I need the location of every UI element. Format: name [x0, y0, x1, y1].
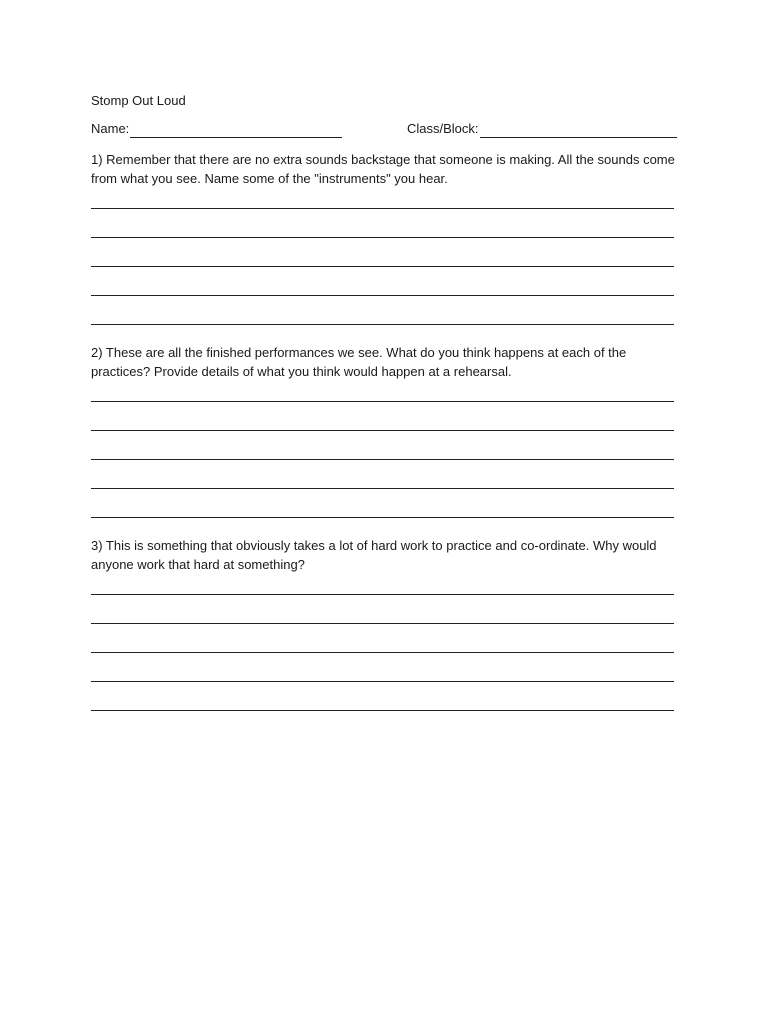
- question-3: [91, 536, 676, 574]
- answer-line[interactable]: [91, 517, 674, 518]
- worksheet-title: Stomp Out Loud: [91, 93, 186, 108]
- answer-line[interactable]: [91, 208, 674, 209]
- answer-line[interactable]: [91, 652, 674, 653]
- name-field: [91, 120, 342, 138]
- answer-line[interactable]: [91, 488, 674, 489]
- answer-line[interactable]: [91, 710, 674, 711]
- answer-line[interactable]: [91, 295, 674, 296]
- question-3-text: 3) This is something that obviously takes a lot of hard work to practice and co-ordinate. Why would anyone work that hard at something?: [91, 538, 657, 572]
- answer-line[interactable]: [91, 623, 674, 624]
- class-block-label: Class/Block:: [407, 121, 479, 136]
- name-label: Name:: [91, 121, 130, 136]
- class-block-field: [407, 120, 677, 138]
- question-2-text: 2) These are all the finished performances we see. What do you think happens at each of the practices? Provide details of what you think would happen at a rehearsal.: [91, 345, 627, 379]
- answer-line[interactable]: [91, 430, 674, 431]
- student-info-row: [91, 120, 676, 140]
- question-1: [91, 150, 676, 188]
- answer-line[interactable]: [91, 324, 674, 325]
- answer-line[interactable]: [91, 237, 674, 238]
- question-1-text: 1) Remember that there are no extra sounds backstage that someone is making. All the sounds come from what you see. Name some of the "instruments" you hear.: [91, 152, 675, 186]
- answer-line[interactable]: [91, 459, 674, 460]
- question-2: [91, 343, 676, 381]
- answer-line[interactable]: [91, 594, 674, 595]
- answer-line[interactable]: [91, 681, 674, 682]
- answer-line[interactable]: [91, 401, 674, 402]
- name-blank[interactable]: [130, 123, 342, 138]
- class-block-blank[interactable]: [480, 123, 677, 138]
- answer-line[interactable]: [91, 266, 674, 267]
